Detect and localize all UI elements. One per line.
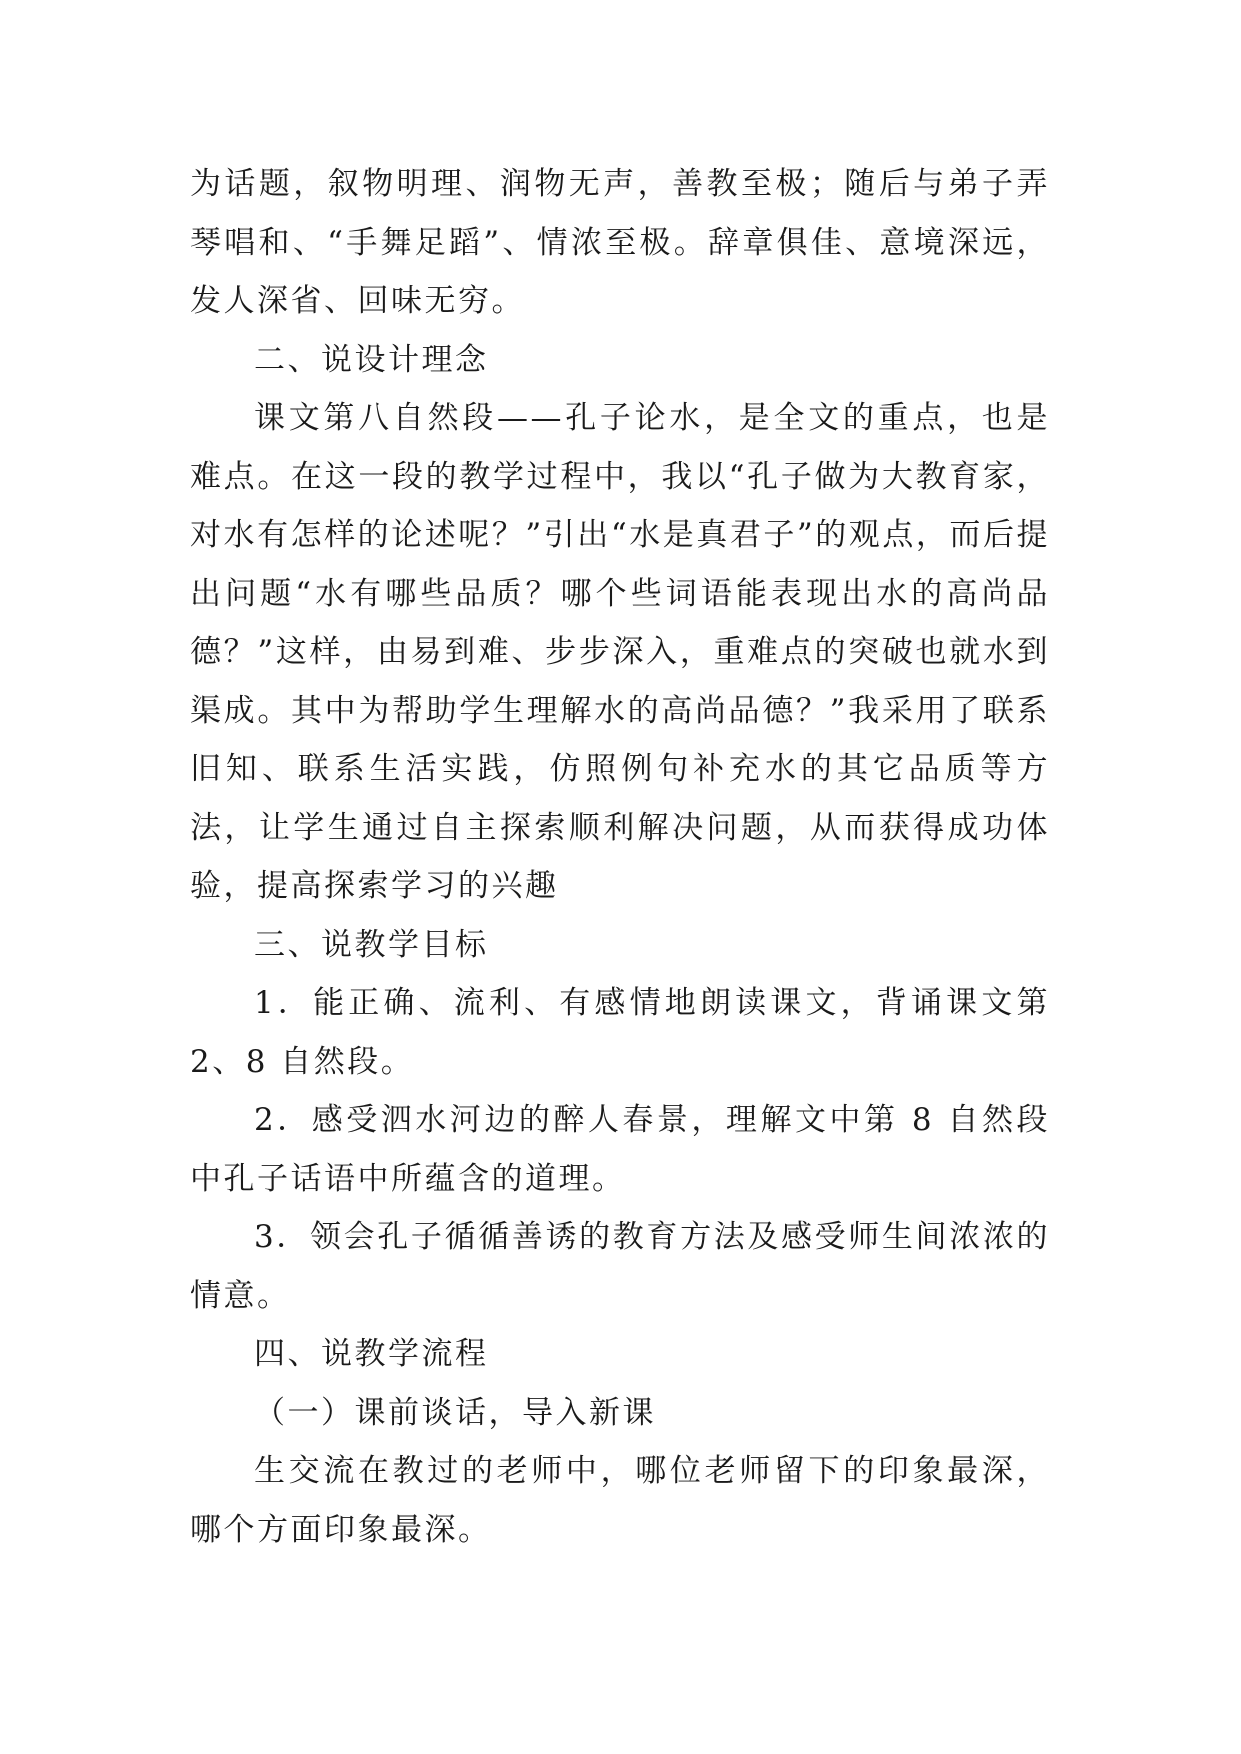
section-heading-teaching-goals: 三、说教学目标 [254, 926, 489, 963]
goal-item-3: 3．领会孔子循循善诱的教育方法及感受师生间浓浓的情意。 [190, 1219, 1050, 1314]
section-heading-teaching-process: 四、说教学流程 [254, 1336, 489, 1372]
paragraph-intro-activity: 生交流在教过的老师中，哪位老师留下的印象最深，哪个方面印象最深。 [190, 1453, 1050, 1548]
goal-item-2: 2．感受泗水河边的醉人春景，理解文中第 8 自然段中孔子话语中所蕴含的道理。 [190, 1102, 1050, 1197]
section-heading-design-concept: 二、说设计理念 [254, 341, 489, 378]
paragraph-intro-continued: 为话题，叙物明理、润物无声，善教至极；随后与弟子弄琴唱和、“手舞足蹈”、情浓至极。辞章俱佳、意境深远，发人深省、回味无穷。 [190, 166, 1050, 319]
subsection-heading-intro: （一）课前谈话，导入新课 [254, 1394, 656, 1431]
goal-item-1: 1．能正确、流利、有感情地朗读课文，背诵课文第 2、8 自然段。 [190, 985, 1050, 1080]
document-body [190, 155, 1050, 1559]
paragraph-design-concept: 课文第八自然段——孔子论水，是全文的重点，也是难点。在这一段的教学过程中，我以“孔子做为大教育家，对水有怎样的论述呢？”引出“水是真君子”的观点，而后提出问题“水有哪些品质？哪个些词语能表现出水的高尚品德？”这样，由易到难、步步深入，重难点的突破也就水到渠成。其中为帮助学生理解水的高尚品德？”我采用了联系旧知、联系生活实践，仿照例句补充水的其它品质等方法，让学生通过自主探索顺利解决问题，从而获得成功体验，提高探索学习的兴趣 [190, 400, 1050, 904]
